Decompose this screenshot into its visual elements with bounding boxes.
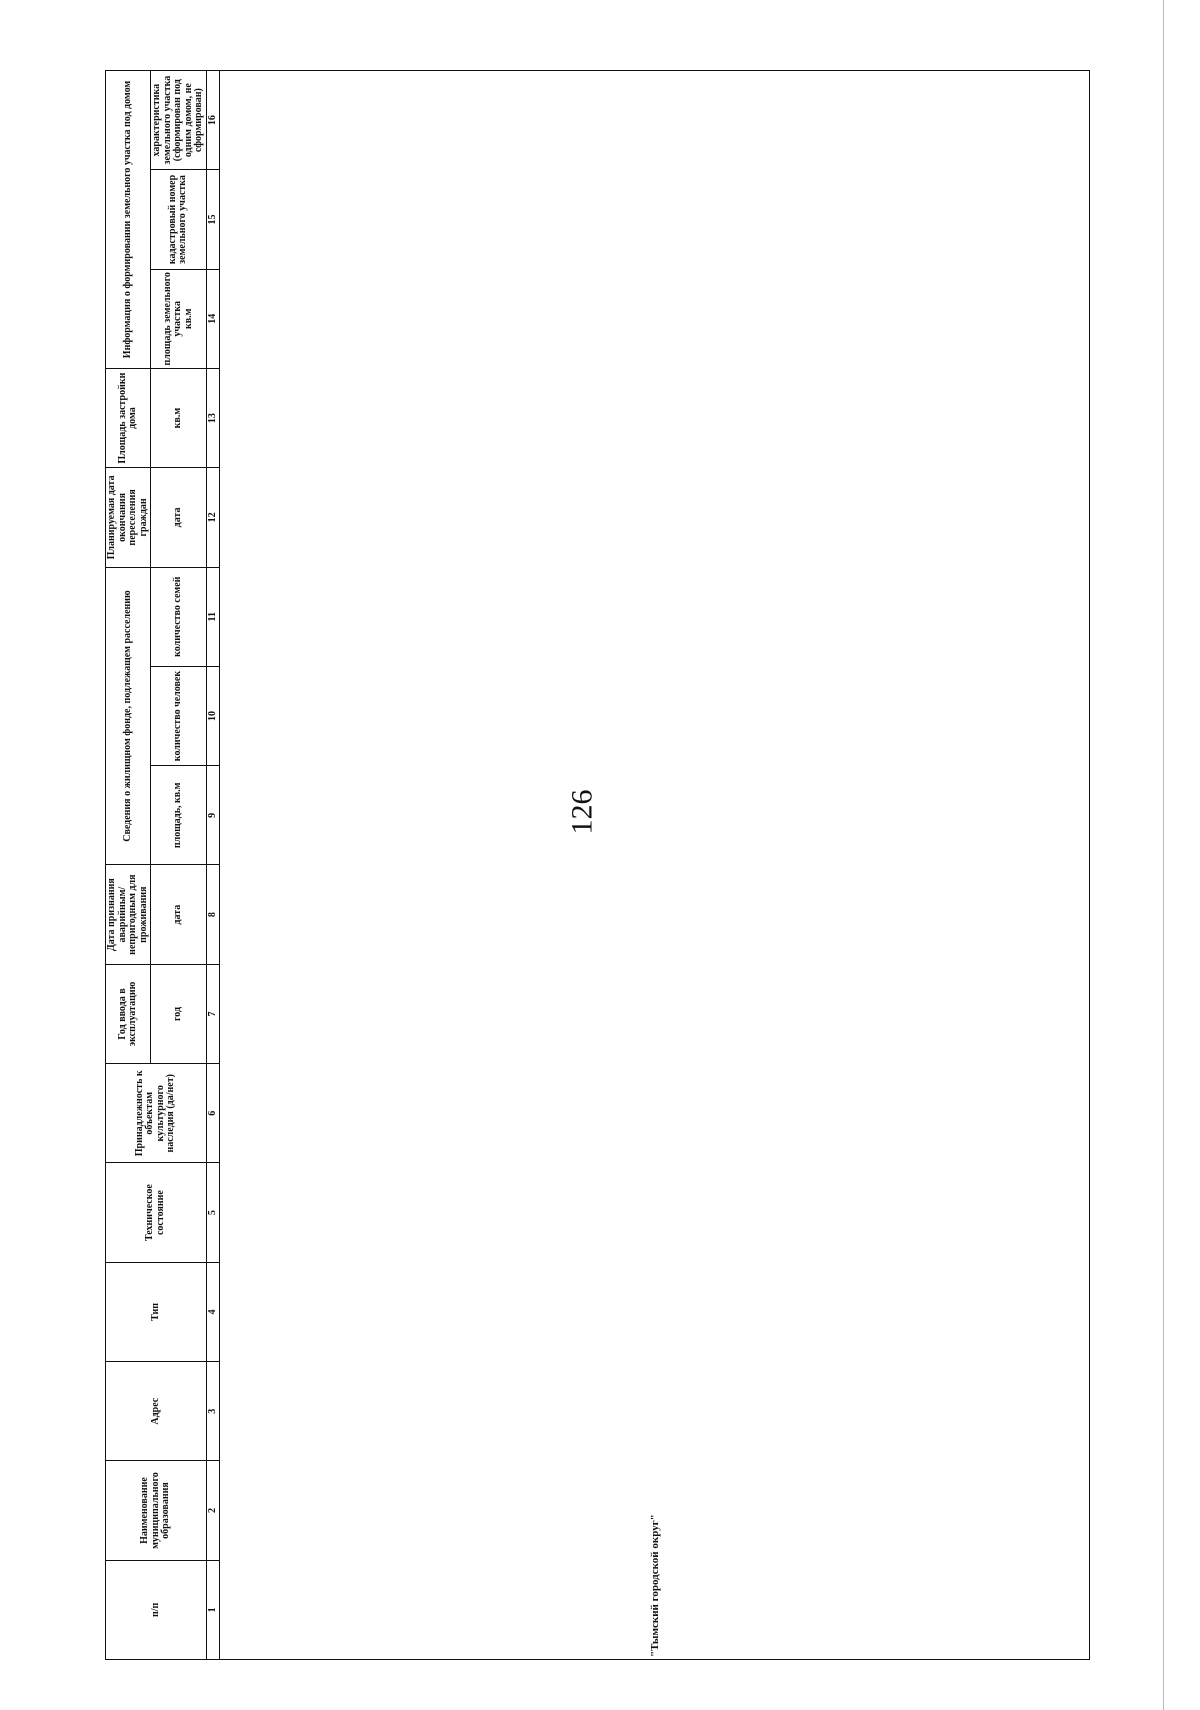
header-date: дата [151, 865, 207, 964]
header-num: п/п [106, 1560, 207, 1659]
column-number: 3 [206, 1362, 220, 1461]
header-planned-date-sub: дата [151, 468, 207, 567]
header-area-sqm: площадь, кв.м [151, 766, 207, 865]
column-number: 16 [206, 71, 220, 170]
header-municipality: Наименование муниципального образования [106, 1461, 207, 1560]
group-title: "Тымский городской округ" [220, 71, 1090, 1660]
header-building-area-sub: кв.м [151, 368, 207, 467]
header-year-built: Год ввода в эксплуатацию [106, 964, 151, 1063]
table-body [220, 71, 1090, 1660]
column-number: 13 [206, 368, 220, 467]
column-number: 6 [206, 1064, 220, 1163]
scan-edge [1163, 0, 1164, 1710]
column-number: 10 [206, 666, 220, 765]
column-number: 9 [206, 766, 220, 865]
header-land-area [151, 269, 207, 368]
column-number: 11 [206, 567, 220, 666]
page-number: 126 [565, 789, 599, 835]
column-number: 2 [206, 1461, 220, 1560]
group-row [220, 71, 1090, 1660]
header-cadastral-number: кадастровый номер земельного участка [151, 170, 207, 269]
header-year: год [151, 964, 207, 1063]
header-emergency-date: Дата признания аварийным/непригодным для проживания [106, 865, 151, 964]
housing-table [105, 70, 1090, 1660]
header-people: количество человек [151, 666, 207, 765]
header-type: Тип [106, 1262, 207, 1361]
header-row-1 [106, 71, 151, 1660]
header-families: количество семей [151, 567, 207, 666]
header-building-area: Площадь застройки дома [106, 368, 151, 467]
header-land-area-label: площадь земельного участка [161, 272, 183, 366]
column-number: 5 [206, 1163, 220, 1262]
header-technical-condition: Техническое состояние [106, 1163, 207, 1262]
header-cultural-heritage: Принадлежность к объектам культурного наследия (да/нет) [106, 1064, 207, 1163]
column-number: 15 [206, 170, 220, 269]
column-number: 12 [206, 468, 220, 567]
column-number: 1 [206, 1560, 220, 1659]
column-number-row [206, 71, 220, 1660]
header-address: Адрес [106, 1362, 207, 1461]
header-land-info: Информация о формировании земельного участка под домом [106, 71, 151, 369]
column-number: 14 [206, 269, 220, 368]
column-number: 8 [206, 865, 220, 964]
header-land-area-unit: кв.м [182, 308, 194, 330]
header-housing-info: Сведения о жилищном фонде, подлежащем расселению [106, 567, 151, 865]
header-land-status: характеристика земельного участка (сформирован под одним домом, не сформирован) [151, 71, 207, 170]
rotated-table [105, 70, 1090, 1660]
column-number: 7 [206, 964, 220, 1063]
column-number: 4 [206, 1262, 220, 1361]
header-planned-date: Планируемая дата окончания переселения граждан [106, 468, 151, 567]
